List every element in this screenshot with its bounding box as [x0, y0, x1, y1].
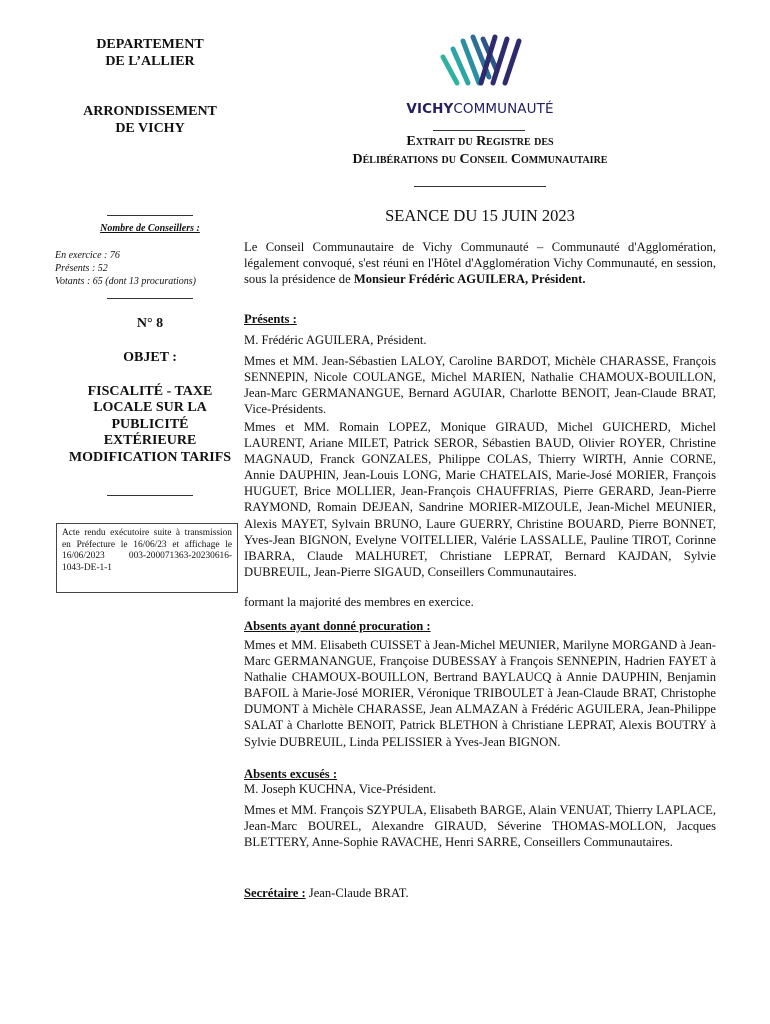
- secretaire-name: Jean-Claude BRAT.: [305, 886, 409, 900]
- divider: [433, 130, 525, 131]
- absents-procuration-list: Mmes et MM. Elisabeth CUISSET à Jean-Michel MEUNIER, Marilyne MORGAND à Jean-Marc GERMANANGUE, Françoise DUBESSAY à François SENNEPIN, Hadrien FAYET à Nathalie CHAMOUX-BOUILLON, Bertrand BAYLAUCQ à Annie DAUPHIN, Benjamin BAFOIL à Marie-José MORIER, Véronique TRIBOULET à Jean-Claude BRAT, Christophe DUMONT à Michèle CHARASSE, Jean ALMAZAN à Frédéric AGUILERA, Jean-Philippe SALAT à Charlotte BENOIT, Patrick BLETHON à Christiane LEPRAT, Alexis BOUTRY à Sylvie DUBREUIL, Linda PELISSIER à Yves-Jean BIGNON.: [244, 638, 716, 749]
- conseillers-title: Nombre de Conseillers :: [100, 223, 200, 234]
- objet-title: FISCALITÉ - TAXE LOCALE SUR LA PUBLICITÉ EXTÉRIEURE MODIFICATION TARIFS: [68, 384, 232, 465]
- presents-conseillers: Mmes et MM. Romain LOPEZ, Monique GIRAUD, Michel GUICHERD, Michel LAURENT, Ariane MILET, Patrick SEROR, Sébastien BAUD, Olivier ROYER, Christine MAGNAUD, Franck GONZALES, Philippe COLAS, Thierry WIRTH, Annie CORNE, Annie DAUPHIN, Jean-Louis LONG, Marie CHATELAIS, Marie-José MORIER, François HUGUET, Brice MOLLIER, Jean-François CHAUFFRIAS, Pierre GERARD, Jean-Pierre RAYMOND, Romain DEJEAN, Sandrine MORIER-MIZOULE, Jean-Michel MEUNIER, Alexis MAYET, Sylvain BRUNO, Laure GUERRY, Christine BOUARD, Pierre BONNET, Yves-Jean BIGNON, Evelyne VOITELLIER, Valérie LASSALLE, Pauline TIROT, Corinne IBARRA, Claude MALHURET, Christiane LEPRAT, Bernard KAJDAN, Sylvie DUBREUIL, Jean-Pierre SIGAUD, Conseillers Communautaires.: [244, 420, 716, 579]
- vichy-communaute-logo-icon: [437, 33, 523, 91]
- absents-excuses-heading: Absents excusés :: [244, 767, 338, 781]
- absents-procuration-heading: Absents ayant donné procuration :: [244, 619, 431, 633]
- votants-count: Votants : 65 (dont 13 procurations): [55, 276, 197, 287]
- absents-excuses-vp: M. Joseph KUCHNA, Vice-Président.: [244, 782, 437, 796]
- departement-heading: DEPARTEMENT DE L’ALLIER: [96, 37, 204, 69]
- deliberation-number: N° 8: [136, 316, 164, 331]
- en-exercice: En exercice : 76: [55, 250, 120, 261]
- president-name: Monsieur Frédéric AGUILERA, Président.: [353, 272, 586, 287]
- intro-paragraph: Le Conseil Communautaire de Vichy Communauté – Communauté d'Agglomération, légalement convoqué, s'est réuni en l'Hôtel d'Agglomération Vichy Communauté, en session, sous la présidence de Monsieur Frédéric AGUILERA, Président.: [244, 240, 716, 287]
- objet-label: OBJET :: [123, 350, 177, 365]
- extrait-title: Extrait du Registre des Délibérations du Conseil Communautaire: [352, 134, 608, 167]
- seance-date: SEANCE DU 15 JUIN 2023: [385, 206, 575, 225]
- divider: [107, 215, 193, 216]
- brand-name: VICHYCOMMUNAUTÉ: [406, 101, 554, 117]
- absents-excuses-list: Mmes et MM. François SZYPULA, Elisabeth BARGE, Alain VENUAT, Thierry LAPLACE, Jean-Marc BOUREL, Alexandre GIRAUD, Séverine THOMAS-MOLLON, Jacques BLETTERY, Anne-Sophie RAVACHE, Henri SARRE, Conseillers Communautaires.: [244, 803, 716, 850]
- arrondissement-heading: ARRONDISSEMENT DE VICHY: [83, 104, 217, 136]
- presents-vice-presidents: Mmes et MM. Jean-Sébastien LALOY, Caroline BARDOT, Michèle CHARASSE, François SENNEPIN, Nicole COULANGE, Michel MARIEN, Nathalie CHAMOUX-BOUILLON, Jean-Marc GERMANANGUE, Bernard AGUIAR, Charlotte BENOIT, Jean-Claude BRAT, Vice-Présidents.: [244, 354, 716, 417]
- secretaire-line: [244, 885, 716, 901]
- divider: [107, 298, 193, 299]
- divider: [414, 186, 546, 187]
- conseillers-stats: [55, 249, 240, 288]
- presents-heading: Présents :: [244, 312, 297, 326]
- presents-president: M. Frédéric AGUILERA, Président.: [244, 333, 427, 347]
- divider: [107, 495, 193, 496]
- acte-executoire-box: Acte rendu exécutoire suite à transmission en Préfecture le 16/06/23 et affichage le 16/06/2023 003-200071363-20230616-1043-DE-1-1: [56, 523, 238, 593]
- secretaire-label: Secrétaire :: [244, 886, 306, 900]
- presents-count: Présents : 52: [55, 263, 108, 274]
- majorite-line: formant la majorité des membres en exercice.: [244, 595, 474, 609]
